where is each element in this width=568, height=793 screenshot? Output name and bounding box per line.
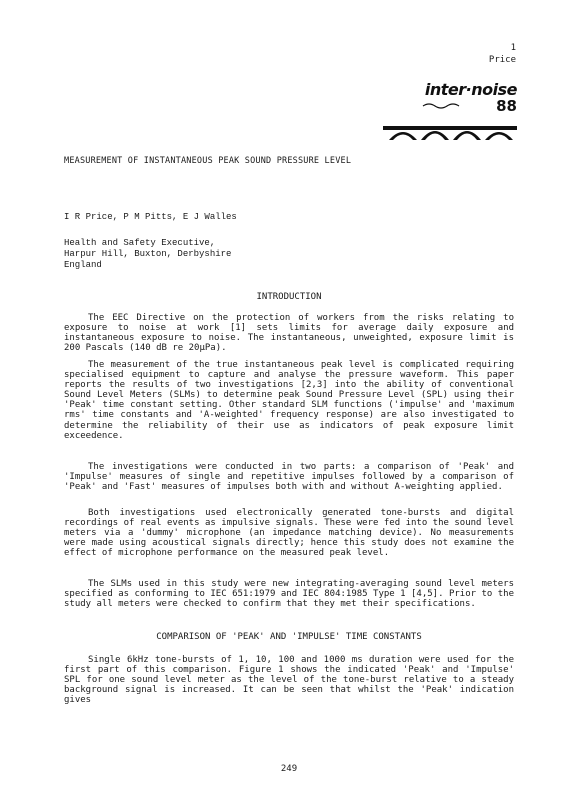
- paragraph: The EEC Directive on the protection of workers from the risks relating to exposure to noise at work [1] sets limits for average daily exposure and instantaneous exposure to noise. The instantaneous, unweighted, exposure limit is 200 Pascals (140 dB re 20µPa).: [64, 313, 514, 354]
- conference-logo: [383, 80, 517, 142]
- author-tag: Price: [488, 55, 516, 65]
- section-heading-introduction: INTRODUCTION: [256, 292, 322, 302]
- page-marker: 1: [510, 43, 516, 53]
- affiliation: [64, 238, 231, 271]
- section-heading-comparison: COMPARISON OF 'PEAK' AND 'IMPULSE' TIME CONSTANTS: [156, 632, 422, 642]
- affiliation-line: England: [64, 260, 102, 270]
- paragraph: The SLMs used in this study were new integrating-averaging sound level meters specified as conforming to IEC 651:1979 and IEC 804:1985 Type 1 [4,5]. Prior to the study all meters were checked to confirm that they met their specifications.: [64, 579, 514, 610]
- page-number: 249: [280, 764, 298, 774]
- paragraph: The investigations were conducted in two parts: a comparison of 'Peak' and 'Impulse' measures of single and repetitive impulses followed by a comparison of 'Peak' and 'Fast' measures of impulses both with and without A-weighting applied.: [64, 462, 514, 493]
- paragraph: Both investigations used electronically generated tone-bursts and digital recordings of real events as impulsive signals. These were fed into the sound level meters via a 'dummy' microphone (an impedance matching device). No measurements were made using acoustical signals directly; hence this study does not examine the effect of microphone performance on the measured peak level.: [64, 508, 514, 559]
- bridge-icon: [383, 100, 517, 142]
- affiliation-line: Harpur Hill, Buxton, Derbyshire: [64, 249, 232, 259]
- paper-title: MEASUREMENT OF INSTANTANEOUS PEAK SOUND PRESSURE LEVEL: [64, 156, 352, 166]
- affiliation-line: Health and Safety Executive,: [64, 238, 216, 248]
- logo-year: 88: [496, 97, 517, 115]
- logo-name: inter·noise: [424, 80, 517, 99]
- paragraph: Single 6kHz tone-bursts of 1, 10, 100 and 1000 ms duration were used for the first part of this comparison. Figure 1 shows the indicated 'Peak' and 'Impulse' SPL for one sound level meter as the level of the tone-burst relative to a steady background signal is increased. It can be seen that whilst the 'Peak' indication gives: [64, 655, 514, 706]
- paragraph: The measurement of the true instantaneous peak level is complicated requiring specialised equipment to capture and analyse the pressure waveform. This paper reports the results of two investigations [2,3] into the ability of conventional Sound Level Meters (SLMs) to determine peak Sound Pressure Level (SPL) using their 'Peak' time constant setting. Other standard SLM functions ('impulse' and 'maximum rms' time constants and 'A-weighted' frequency response) are also investigated to determine the reliability of their use as indicators of peak exposure limit exceedence.: [64, 360, 514, 441]
- author-list: I R Price, P M Pitts, E J Walles: [64, 212, 237, 222]
